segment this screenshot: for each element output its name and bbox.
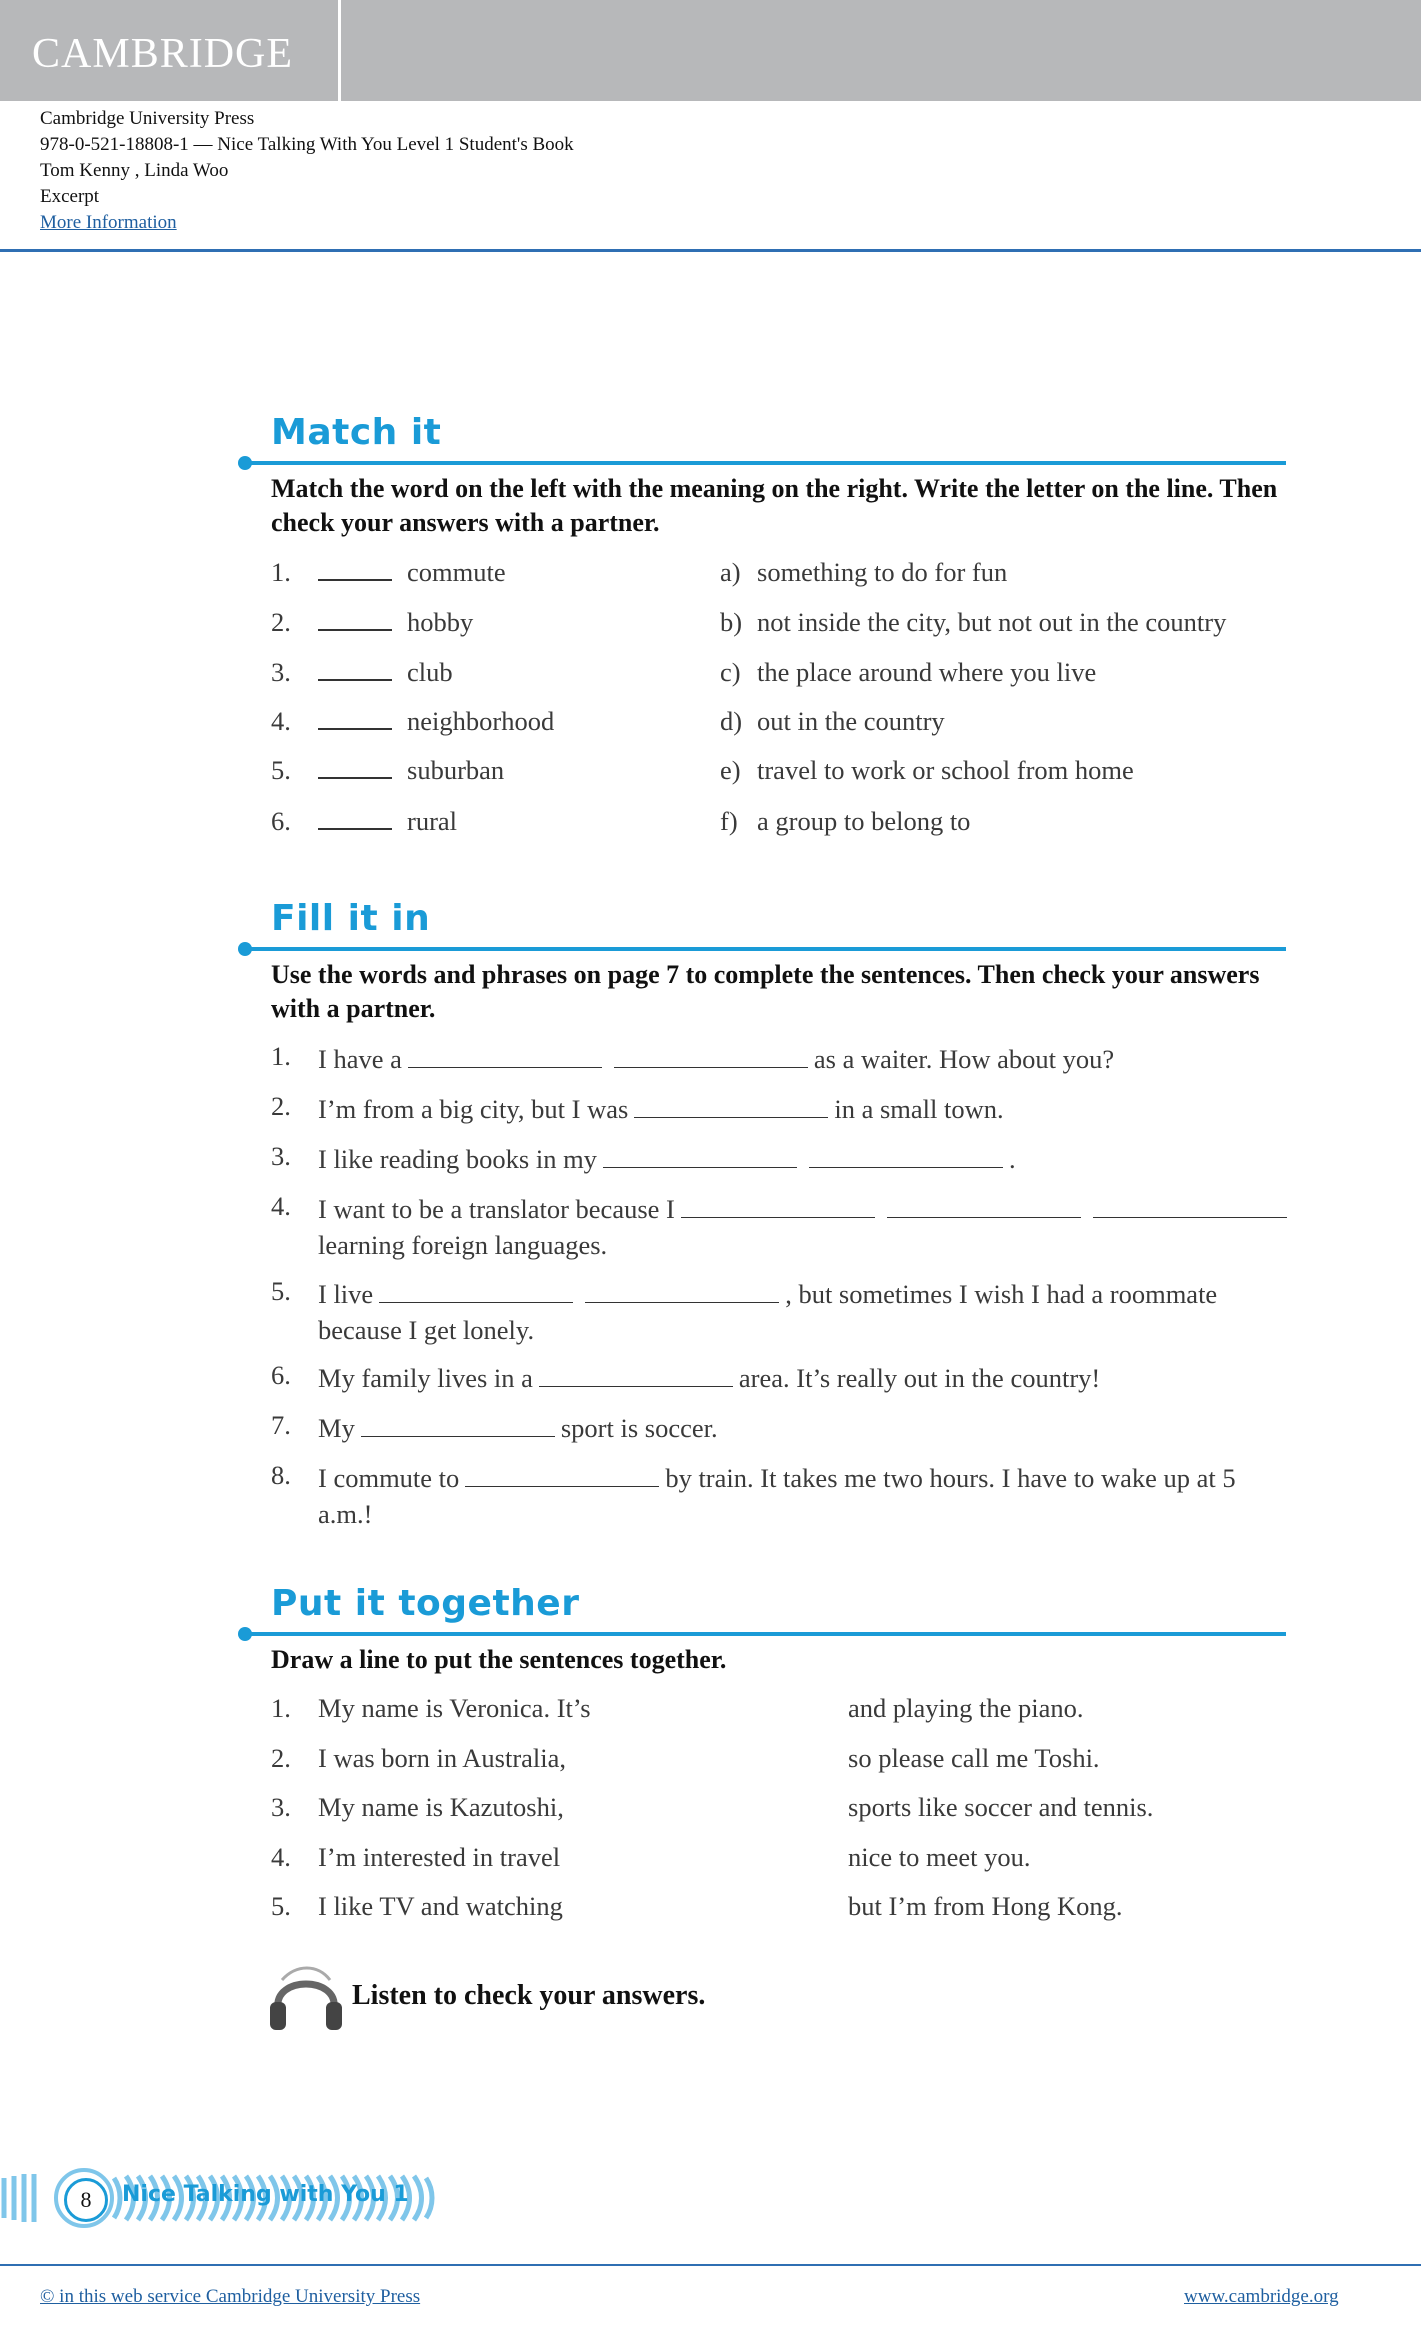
- website-link[interactable]: www.cambridge.org: [1184, 2286, 1339, 2307]
- match-it-title: Match it: [271, 412, 442, 453]
- sentence-fragment: as a waiter. How about you?: [813, 1044, 1115, 1074]
- page-number: 8: [64, 2178, 108, 2222]
- sentence-end[interactable]: sports like soccer and tennis.: [848, 1792, 1154, 1822]
- item-number: 1.: [271, 557, 291, 587]
- sentence-fragment: I’m from a big city, but I was: [318, 1094, 629, 1124]
- answer-blank[interactable]: [634, 1095, 828, 1118]
- sentence-fragment: I have a: [318, 1044, 402, 1074]
- answer-blank[interactable]: [408, 1045, 602, 1068]
- put-it-together-instruction: Draw a line to put the sentences together.: [271, 1645, 727, 1674]
- item-number: 2.: [271, 607, 291, 637]
- item-number: 3.: [271, 657, 291, 687]
- section-rule: [246, 461, 1286, 465]
- fill-sentence: [318, 1460, 1293, 1532]
- answer-blank[interactable]: [603, 1145, 797, 1168]
- meaning-letter: a): [720, 557, 741, 587]
- top-banner: [0, 0, 1421, 101]
- meaning-text: not inside the city, but not out in the country: [757, 607, 1227, 637]
- authors: Tom Kenny , Linda Woo: [40, 160, 229, 181]
- item-number: 4.: [271, 706, 291, 736]
- meaning-text: something to do for fun: [757, 557, 1008, 587]
- item-number: 5.: [271, 1891, 291, 1921]
- item-number: 1.: [271, 1693, 291, 1723]
- cambridge-logo: CAMBRIDGE: [32, 31, 294, 77]
- excerpt-label: Excerpt: [40, 186, 100, 207]
- put-it-together-title: Put it together: [271, 1583, 580, 1624]
- meaning-text: out in the country: [757, 706, 945, 736]
- sentence-fragment: My family lives in a: [318, 1363, 533, 1393]
- answer-blank[interactable]: [318, 806, 392, 830]
- book-metadata: [40, 106, 574, 236]
- meaning-text: travel to work or school from home: [757, 755, 1134, 785]
- match-word: rural: [407, 806, 458, 836]
- section-rule: [246, 1632, 1286, 1636]
- sentence-start[interactable]: I’m interested in travel: [318, 1842, 561, 1872]
- sentence-fragment: sport is soccer.: [560, 1413, 718, 1443]
- sentence-fragment: in a small town.: [834, 1094, 1004, 1124]
- sentence-fragment: by train. It takes me two hours. I have to wake up at 5 a.m.!: [318, 1463, 1236, 1529]
- answer-blank[interactable]: [681, 1195, 875, 1218]
- match-it-instruction: Match the word on the left with the meaning on the right. Write the letter on the line. Then check your answers with a partner.: [271, 474, 1278, 537]
- meaning-letter: d): [720, 706, 743, 736]
- header-divider: [0, 249, 1421, 252]
- item-number: 6.: [271, 1360, 291, 1390]
- sentence-fragment: .: [1008, 1144, 1016, 1174]
- meaning-letter: c): [720, 657, 741, 687]
- answer-blank[interactable]: [379, 1280, 573, 1303]
- meaning-letter: e): [720, 755, 741, 785]
- headphones-icon: [268, 1962, 344, 2032]
- answer-blank[interactable]: [1093, 1195, 1287, 1218]
- meaning-letter: f): [720, 806, 738, 836]
- footer-book-title: Nice Talking with You 1: [122, 2182, 409, 2207]
- fill-sentence: [318, 1041, 1293, 1077]
- fill-sentence: [318, 1191, 1293, 1263]
- fill-sentence: [318, 1141, 1293, 1177]
- answer-blank[interactable]: [809, 1145, 1003, 1168]
- fill-sentence: [318, 1091, 1293, 1127]
- sentence-fragment: , but sometimes I wish I had a roommate because I get lonely.: [318, 1279, 1218, 1345]
- match-word: club: [407, 657, 453, 687]
- fill-sentence: [318, 1360, 1293, 1396]
- answer-blank[interactable]: [318, 755, 392, 779]
- meaning-letter: b): [720, 607, 743, 637]
- sentence-start[interactable]: I was born in Australia,: [318, 1743, 567, 1773]
- answer-blank[interactable]: [318, 607, 392, 631]
- meaning-text: the place around where you live: [757, 657, 1097, 687]
- item-number: 1.: [271, 1041, 291, 1071]
- copyright-link[interactable]: © in this web service Cambridge University Press: [40, 2286, 421, 2307]
- match-word: suburban: [407, 755, 505, 785]
- item-number: 5.: [271, 1276, 291, 1306]
- item-number: 3.: [271, 1141, 291, 1171]
- match-word: neighborhood: [407, 706, 555, 736]
- sentence-end[interactable]: and playing the piano.: [848, 1693, 1084, 1723]
- footer-divider: [0, 2264, 1421, 2266]
- answer-blank[interactable]: [465, 1464, 659, 1487]
- fill-sentence: [318, 1410, 1293, 1446]
- match-word: hobby: [407, 607, 474, 637]
- sentence-end[interactable]: so please call me Toshi.: [848, 1743, 1100, 1773]
- answer-blank[interactable]: [318, 557, 392, 581]
- answer-blank[interactable]: [361, 1414, 555, 1437]
- item-number: 2.: [271, 1743, 291, 1773]
- fill-it-in-instruction: Use the words and phrases on page 7 to complete the sentences. Then check your answers with a partner.: [271, 960, 1260, 1023]
- item-number: 3.: [271, 1792, 291, 1822]
- sentence-fragment: I live: [318, 1279, 374, 1309]
- answer-blank[interactable]: [614, 1045, 808, 1068]
- sentence-start[interactable]: My name is Kazutoshi,: [318, 1792, 564, 1822]
- answer-blank[interactable]: [585, 1280, 779, 1303]
- sentence-fragment: I want to be a translator because I: [318, 1194, 675, 1224]
- listen-instruction: Listen to check your answers.: [352, 1980, 706, 2011]
- brand-box: [0, 0, 341, 101]
- more-information-link[interactable]: More Information: [40, 212, 177, 233]
- publisher: Cambridge University Press: [40, 108, 255, 129]
- meaning-text: a group to belong to: [757, 806, 971, 836]
- sentence-fragment: area. It’s really out in the country!: [738, 1363, 1101, 1393]
- item-number: 4.: [271, 1842, 291, 1872]
- item-number: 4.: [271, 1191, 291, 1221]
- item-number: 6.: [271, 806, 291, 836]
- answer-blank[interactable]: [318, 706, 392, 730]
- sentence-fragment: learning foreign languages.: [318, 1230, 608, 1260]
- fill-sentence: [318, 1276, 1293, 1348]
- match-word: commute: [407, 557, 506, 587]
- sentence-fragment: I commute to: [318, 1463, 460, 1493]
- fill-it-in-title: Fill it in: [271, 898, 431, 939]
- sentence-end[interactable]: but I’m from Hong Kong.: [848, 1891, 1123, 1921]
- item-number: 8.: [271, 1460, 291, 1490]
- section-rule: [246, 947, 1286, 951]
- item-number: 2.: [271, 1091, 291, 1121]
- item-number: 7.: [271, 1410, 291, 1440]
- item-number: 5.: [271, 755, 291, 785]
- answer-blank[interactable]: [887, 1195, 1081, 1218]
- sentence-start[interactable]: I like TV and watching: [318, 1891, 563, 1921]
- answer-blank[interactable]: [318, 657, 392, 681]
- isbn-title: 978-0-521-18808-1 — Nice Talking With You Level 1 Student's Book: [40, 134, 574, 155]
- sentence-end[interactable]: nice to meet you.: [848, 1842, 1031, 1872]
- sentence-fragment: My: [318, 1413, 355, 1443]
- answer-blank[interactable]: [539, 1364, 733, 1387]
- sentence-start[interactable]: My name is Veronica. It’s: [318, 1693, 591, 1723]
- sentence-fragment: I like reading books in my: [318, 1144, 597, 1174]
